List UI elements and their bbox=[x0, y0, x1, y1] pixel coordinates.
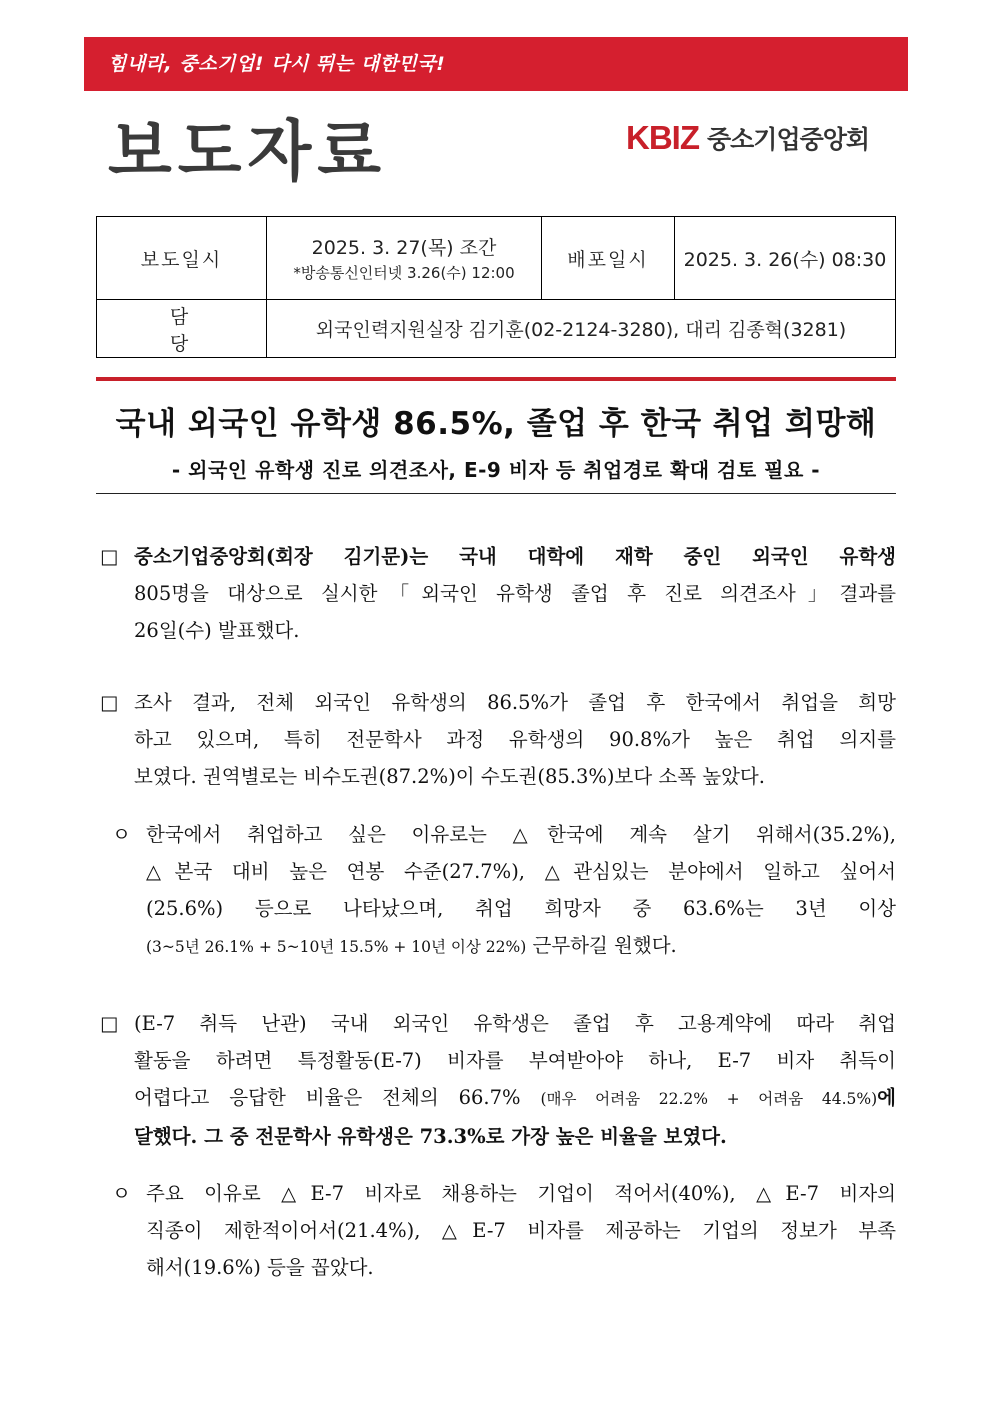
contact-value: 외국인력지원실장 김기훈(02-2124-3280), 대리 김종혁(3281) bbox=[267, 300, 896, 358]
paragraph-line-text: 조사 결과, 전체 외국인 유학생의 86.5%가 졸업 후 한국에서 취업을 희망 bbox=[134, 691, 896, 714]
paragraph-line: 활동을 하려면 특정활동(E-7) 비자를 부여받아야 하나, E-7 비자 취득이 bbox=[134, 1049, 896, 1072]
paragraph-line: 26일(수) 발표했다. bbox=[134, 619, 300, 642]
paragraph-line: (25.6%) 등으로 나타났으며, 취업 희망자 중 63.6%는 3년 이상 bbox=[146, 897, 896, 920]
paragraph-line bbox=[100, 684, 896, 721]
paragraph-line-text: 한국에서 취업하고 싶은 이유로는 △한국에 계속 살기 위해서(35.2%), bbox=[146, 823, 896, 846]
release-info-table bbox=[96, 216, 896, 358]
subheadline: - 외국인 유학생 진로 의견조사, E-9 비자 등 취업경로 확대 검토 필요 - bbox=[171, 458, 821, 482]
paragraph-line: 하고 있으며, 특히 전문학사 과정 유학생의 90.8%가 높은 취업 의지를 bbox=[134, 728, 896, 751]
paragraph-detail-text: (3~5년 26.1% + 5~10년 15.5% + 10년 이상 22%) bbox=[146, 938, 527, 956]
circle-bullet: ㅇ bbox=[112, 823, 131, 846]
distribute-date-label: 배포일시 bbox=[542, 217, 675, 300]
paragraph-line: 해서(19.6%) 등을 꼽았다. bbox=[146, 1256, 374, 1279]
distribute-date-value: 2025. 3. 26(수) 08:30 bbox=[675, 217, 896, 300]
paragraph-3 bbox=[112, 816, 896, 966]
paragraph-detail-text: (매우 어려움 22.2% + 어려움 44.5%) bbox=[540, 1090, 878, 1108]
paragraph-line bbox=[100, 1005, 896, 1042]
paragraph-line-text: (E-7 취득 난관) 국내 외국인 유학생은 졸업 후 고용계약에 따라 취업 bbox=[134, 1012, 896, 1035]
paragraph-line-text: 주요 이유로 △E-7 비자로 채용하는 기업이 적어서(40%), △E-7 비자의 bbox=[146, 1182, 896, 1205]
circle-bullet: ㅇ bbox=[112, 1182, 131, 1205]
paragraph-line: 직종이 제한적이어서(21.4%), △E-7 비자를 제공하는 기업의 정보가 부족 bbox=[146, 1219, 896, 1242]
paragraph-line bbox=[112, 1175, 896, 1212]
paragraph-line: △본국 대비 높은 연봉 수준(27.7%), △관심있는 분야에서 일하고 싶어서 bbox=[146, 860, 896, 883]
square-bullet: □ bbox=[100, 1012, 119, 1035]
release-date-note: *방송통신인터넷 3.26(수) 12:00 bbox=[293, 264, 515, 282]
paragraph-5 bbox=[112, 1175, 896, 1286]
paragraph-4 bbox=[100, 1005, 896, 1155]
square-bullet: □ bbox=[100, 691, 119, 714]
release-date-value: 2025. 3. 27(목) 조간 bbox=[311, 237, 497, 259]
banner-slogan: 힘내라, 중소기업! 다시 뛰는 대한민국! bbox=[108, 53, 446, 75]
headline: 국내 외국인 유학생 86.5%, 졸업 후 한국 취업 희망해 bbox=[115, 406, 877, 442]
release-date-label: 보도일시 bbox=[97, 217, 267, 300]
headline-top-rule bbox=[96, 377, 896, 381]
logo-name: 중소기업중앙회 bbox=[707, 125, 870, 154]
paragraph-line: 805명을 대상으로 실시한「외국인 유학생 졸업 후 진로 의견조사」결과를 bbox=[134, 582, 896, 605]
paragraph-line bbox=[100, 1079, 896, 1118]
contact-label: 담 당 bbox=[97, 300, 267, 358]
top-banner bbox=[84, 37, 908, 91]
paragraph-line-text: 에 bbox=[877, 1086, 896, 1109]
square-bullet: □ bbox=[100, 545, 119, 568]
paragraph-2 bbox=[100, 684, 896, 795]
logo-mark: KBIZ bbox=[626, 119, 699, 156]
paragraph-line bbox=[112, 927, 896, 966]
paragraph-1 bbox=[100, 538, 896, 649]
paragraph-line-text: 달했다. 그 중 전문학사 유학생은 73.3%로 가장 높은 비율을 보였다. bbox=[134, 1125, 727, 1148]
paragraph-line bbox=[112, 816, 896, 853]
paragraph-line: 보였다. 권역별로는 비수도권(87.2%)이 수도권(85.3%)보다 소폭 높았다. bbox=[134, 765, 765, 788]
page-title: 보도자료 bbox=[108, 113, 388, 190]
kbiz-logo bbox=[626, 118, 869, 158]
paragraph-line-text: 어렵다고 응답한 비율은 전체의 66.7% bbox=[134, 1086, 521, 1109]
paragraph-line bbox=[100, 1118, 896, 1155]
headline-bottom-rule bbox=[96, 493, 896, 494]
release-date-cell bbox=[267, 217, 542, 300]
paragraph-line bbox=[100, 538, 896, 575]
paragraph-line-text: 근무하길 원했다. bbox=[532, 934, 677, 957]
paragraph-line-text: 중소기업중앙회(회장 김기문)는 국내 대학에 재학 중인 외국인 유학생 bbox=[134, 545, 896, 568]
